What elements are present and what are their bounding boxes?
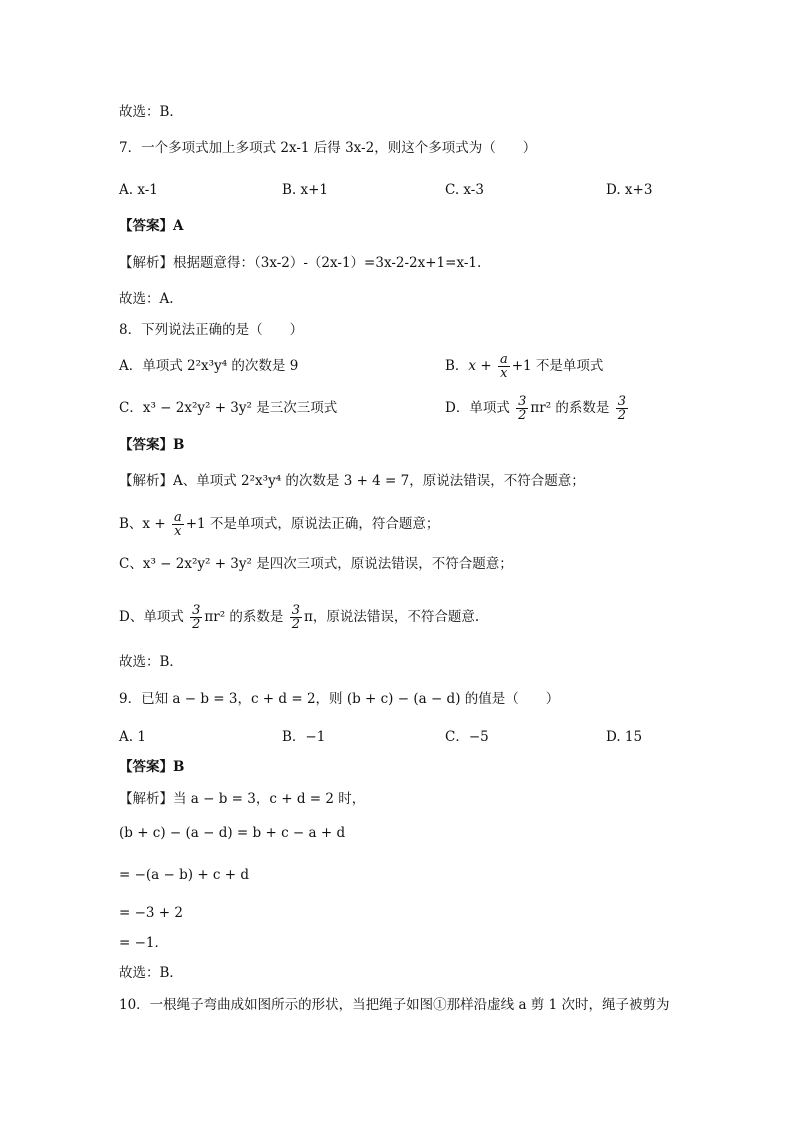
q8-option-b-label: B．	[445, 358, 469, 374]
q8-analysis-d	[119, 597, 479, 637]
q7-option-a: A. x-1	[119, 182, 158, 198]
question-7: 7．一个多项式加上多项式 2x-1 后得 3x-2，则这个多项式为（ ）	[119, 140, 537, 156]
q9-step-3: = −3 + 2	[119, 905, 183, 921]
q8-analysis-c: C、x³ − 2x²y² + 3y² 是四次三项式，原说法错误，不符合题意；	[119, 556, 513, 572]
q7-option-c: C. x-3	[445, 182, 484, 198]
q9-step-4: = −1．	[119, 935, 169, 951]
q8-option-d	[445, 388, 630, 428]
q9-option-a: A. 1	[119, 729, 146, 745]
q8-analysis-b-label: B、x +	[119, 516, 166, 532]
q8-option-c: C．x³ − 2x²y² + 3y² 是三次三项式	[119, 400, 338, 416]
question-8: 8．下列说法正确的是（ ）	[119, 322, 304, 338]
q8-option-d-label: D．单项式	[445, 400, 510, 416]
q8-analysis-d-label: D、单项式	[119, 609, 184, 625]
q8-analysis-b-text: +1 不是单项式，原说法正确，符合题意；	[185, 516, 440, 532]
q7-option-b: B. x+1	[282, 182, 329, 198]
q9-step-1: (b + c) − (a − d) = b + c − a + d	[119, 825, 346, 841]
q9-answer: 【答案】B	[119, 759, 185, 775]
q8-select: 故选：B．	[119, 654, 183, 670]
q8-option-b-text: +1 不是单项式	[511, 358, 604, 374]
q9-analysis: 【解析】当 a − b = 3，c + d = 2 时，	[119, 791, 366, 807]
fraction-three-halves-coef: $\frac{3}{2}$	[291, 603, 301, 632]
q8-analysis-b	[119, 504, 439, 544]
q8-answer: 【答案】B	[119, 437, 185, 453]
q7-answer: 【答案】A	[119, 218, 184, 234]
answer-select-q6: 故选：B．	[119, 104, 183, 120]
q9-step-2: = −(a − b) + c + d	[119, 867, 250, 883]
q9-select: 故选：B．	[119, 965, 183, 981]
question-9: 9．已知 a − b = 3，c + d = 2，则 (b + c) − (a − d) 的值是（ ）	[119, 691, 560, 707]
q9-option-d: D. 15	[606, 729, 643, 745]
fraction-three-halves-analysis: $\frac{3}{2}$	[192, 603, 201, 632]
q7-select: 故选：A.	[119, 291, 174, 307]
q8-option-b	[445, 346, 603, 386]
fraction-three-halves: $\frac{3}{2}$	[518, 394, 527, 423]
fraction-a-over-x: $\frac{a}{x}$	[499, 352, 508, 381]
q8-option-b-expr: x +	[468, 358, 492, 374]
q8-option-a: A．单项式 2²x³y⁴ 的次数是 9	[119, 358, 299, 374]
question-10: 10．一根绳子弯曲成如图所示的形状，当把绳子如图①那样沿虚线 a 剪 1 次时，绳子被剪为	[119, 997, 670, 1013]
fraction-three-halves-answer: $\frac{3}{2}$	[617, 394, 627, 423]
q8-analysis-d-tail: π，原说法错误，不符合题意.	[304, 609, 480, 625]
fraction-a-over-x-analysis: $\frac{a}{x}$	[173, 510, 182, 539]
q8-analysis-a: 【解析】A、单项式 2²x³y⁴ 的次数是 3 + 4 = 7，原说法错误，不符合题意；	[119, 473, 585, 489]
q7-analysis: 【解析】根据题意得：（3x-2）-（2x-1）=3x-2-2x+1=x-1.	[119, 255, 482, 271]
q7-option-d: D. x+3	[606, 182, 653, 198]
q9-option-c: C．−5	[445, 729, 489, 745]
q8-analysis-d-text: πr² 的系数是	[204, 609, 284, 625]
q8-option-d-text: πr² 的系数是	[530, 400, 610, 416]
q9-option-b: B．−1	[282, 729, 326, 745]
